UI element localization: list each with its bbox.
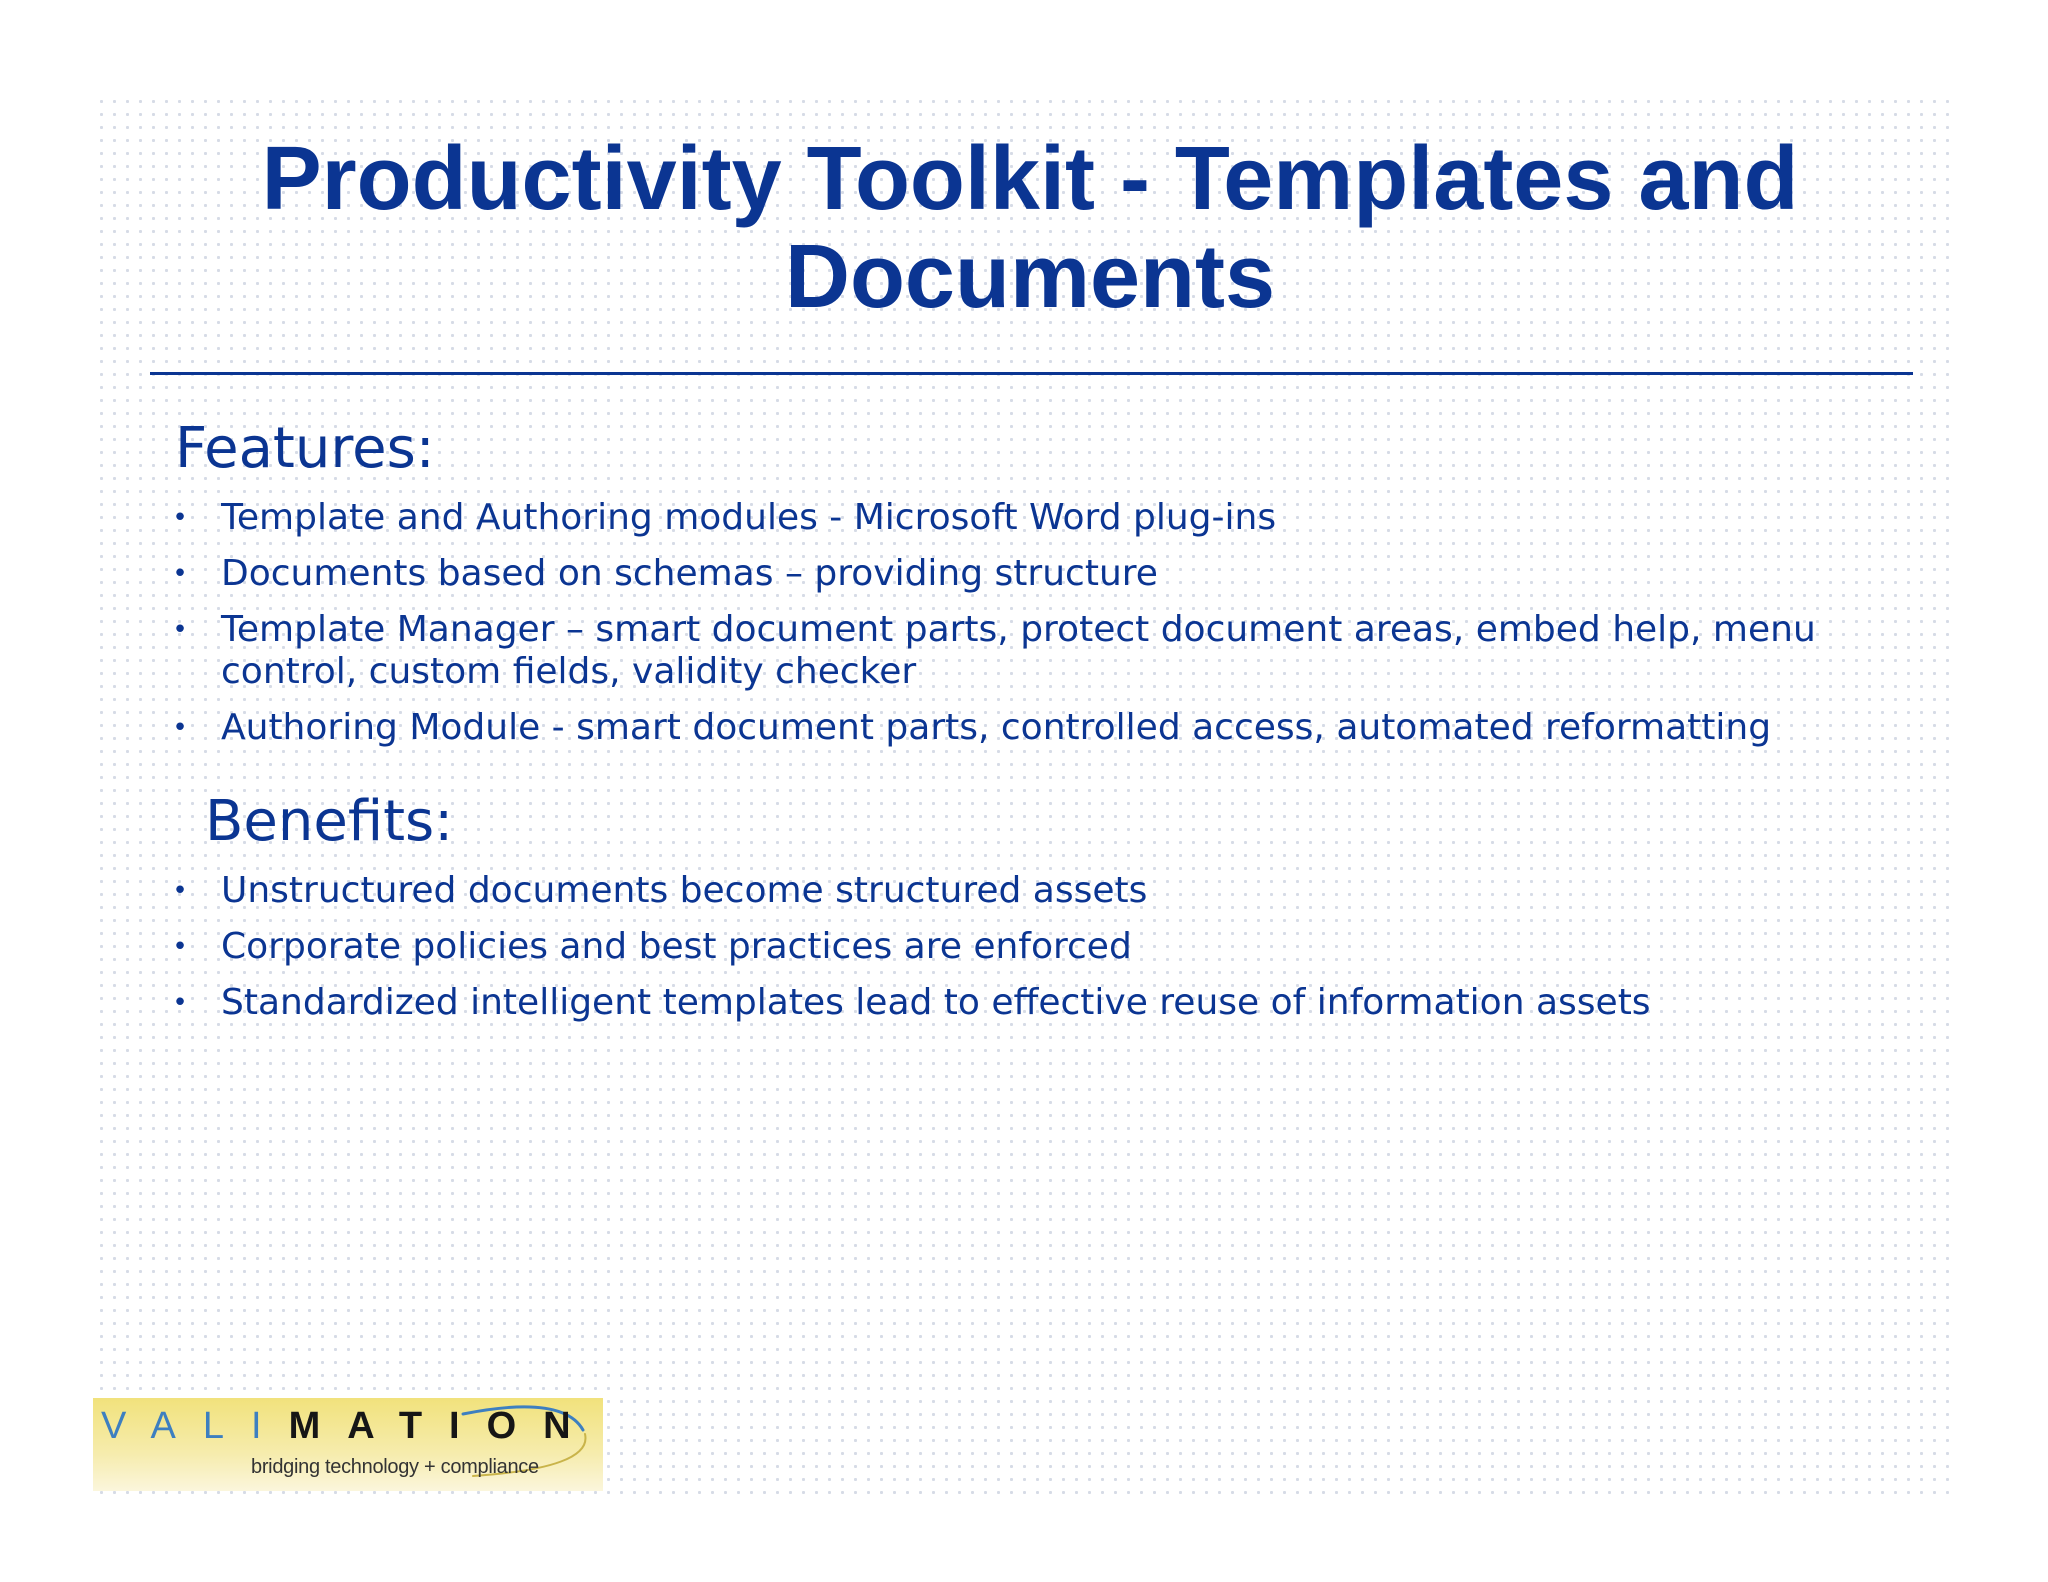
bullet-icon: •	[172, 615, 188, 645]
slide-title: Productivity Toolkit - Templates and Documents	[261, 129, 1799, 327]
bullet-icon: •	[172, 559, 188, 589]
feature-item-text: Template and Authoring modules - Microsoft Word plug-ins	[221, 497, 1277, 538]
features-heading: Features:	[175, 416, 435, 481]
feature-item-text: Documents based on schemas – providing structure	[221, 553, 1158, 594]
bullet-icon: •	[172, 503, 188, 533]
benefits-heading: Benefits:	[205, 789, 454, 854]
benefit-item-text: Standardized intelligent templates lead to effective reuse of information assets	[221, 982, 1651, 1023]
bullet-icon: •	[172, 932, 188, 962]
list-item	[170, 870, 1870, 912]
list-item	[170, 497, 1870, 539]
benefit-item-text: Unstructured documents become structured assets	[221, 870, 1148, 911]
benefit-item-text: Corporate policies and best practices are enforced	[221, 926, 1132, 967]
bullet-icon: •	[172, 713, 188, 743]
logo-wordmark	[101, 1406, 598, 1446]
bullet-icon: •	[172, 876, 188, 906]
list-item	[170, 982, 1870, 1024]
list-item	[170, 553, 1870, 595]
bullet-icon: •	[172, 988, 188, 1018]
feature-item-text: Authoring Module - smart document parts, controlled access, automated reformatting	[221, 707, 1772, 748]
list-item	[170, 926, 1870, 968]
logo-tagline: bridging technology + compliance	[251, 1456, 539, 1478]
valimation-logo	[93, 1398, 603, 1491]
features-list	[170, 497, 1870, 763]
list-item	[170, 609, 1870, 693]
title-divider	[150, 372, 1913, 375]
benefits-list	[170, 870, 1870, 1038]
list-item	[170, 707, 1870, 749]
logo-word-part-mation: MATION	[288, 1405, 598, 1447]
logo-word-part-vali: VALI	[101, 1405, 289, 1447]
feature-item-text: Template Manager – smart document parts, protect document areas, embed help, menu control, custom fields, validity checker	[221, 609, 1816, 692]
